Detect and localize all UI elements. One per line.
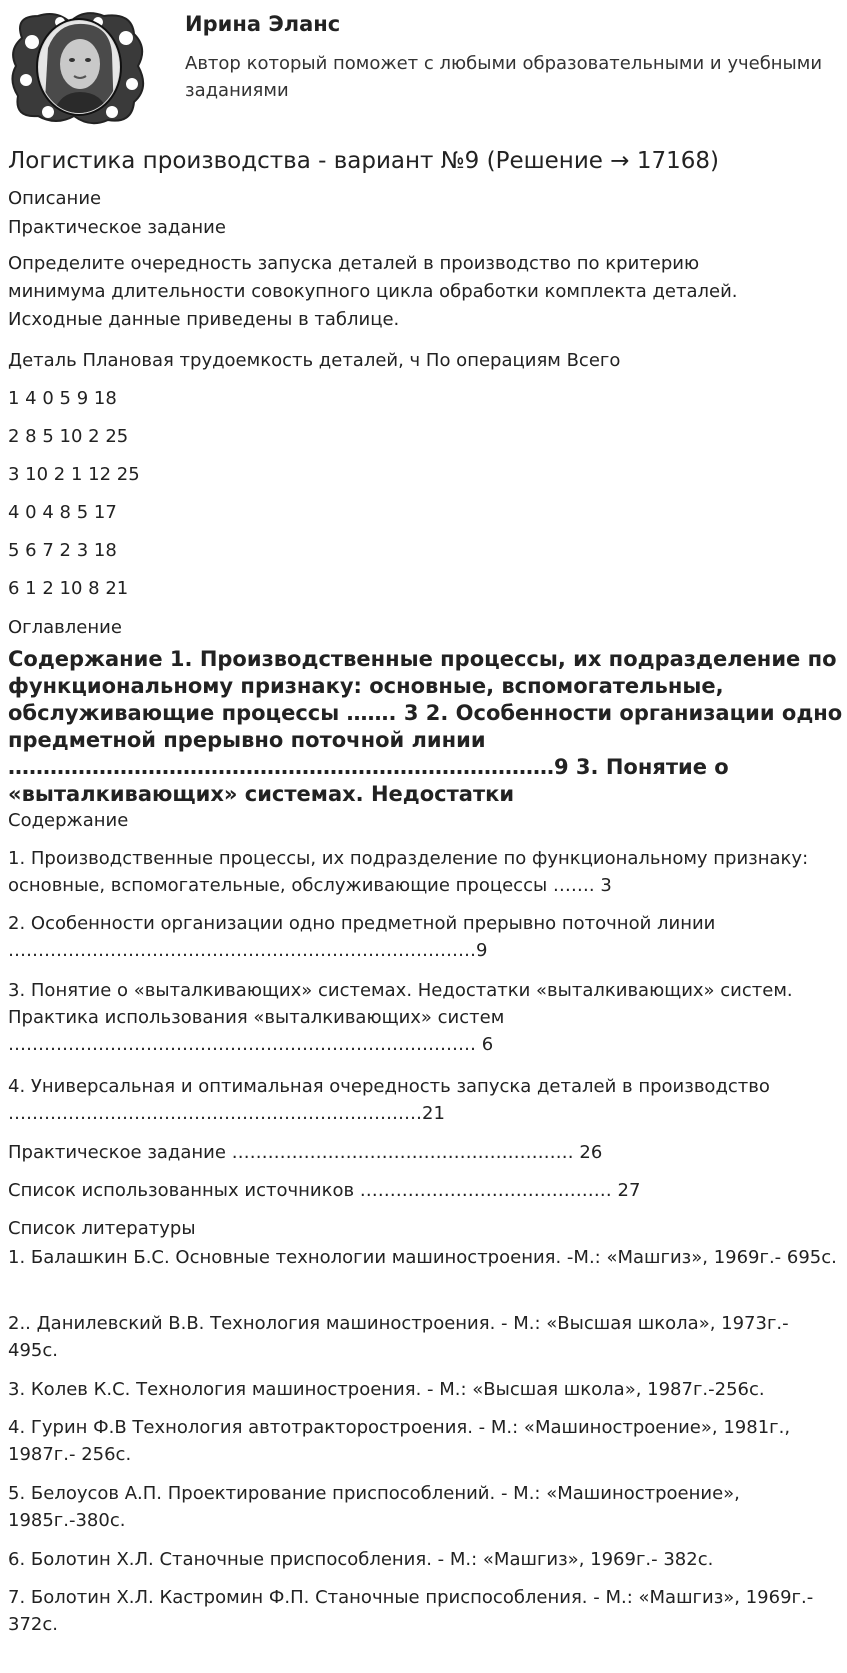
description-label: Описание	[8, 188, 102, 209]
table-header: Деталь Плановая трудоемкость деталей, ч По операциям Всего	[8, 350, 621, 371]
table-row: 1 4 0 5 9 18	[8, 388, 117, 409]
literature-label: Список литературы	[8, 1218, 196, 1239]
contents-item: 4. Универсальная и оптимальная очередность запуска деталей в производство ……………………………………………………………21	[8, 1076, 770, 1124]
toc-summary: Содержание 1. Производственные процессы, их подразделение по функциональному признаку: основные, вспомогательные, обслуживающие процессы ……. 3 2. Особенности организации одно предметной прерывно поточной линии ……………………………………………………………………9 3. Понятие о «выталкивающих» системах. Недостатки	[8, 647, 843, 806]
literature-item: 1. Балашкин Б.С. Основные технологии машиностроения. -М.: «Машгиз», 1969г.- 695с.	[8, 1247, 837, 1268]
task-text: Определите очередность запуска деталей в производство по критерию минимума длительности совокупного цикла обработки комплекта деталей. Исходные данные приведены в таблице.	[8, 253, 738, 330]
task-label: Практическое задание	[8, 217, 226, 238]
table-row: 5 6 7 2 3 18	[8, 540, 117, 561]
page-title: Логистика производства - вариант №9 (Решение → 17168)	[8, 148, 719, 174]
contents-label: Содержание	[8, 810, 129, 831]
table-row: 4 0 4 8 5 17	[8, 502, 117, 523]
author-header	[8, 0, 840, 134]
table-row: 3 10 2 1 12 25	[8, 464, 140, 485]
table-row: 6 1 2 10 8 21	[8, 578, 129, 599]
table-row: 2 8 5 10 2 25	[8, 426, 129, 447]
contents-item: 3. Понятие о «выталкивающих» системах. Недостатки «выталкивающих» систем. Практика использования «выталкивающих» систем …………………………………………………………………… 6	[8, 980, 793, 1055]
contents-item: 1. Производственные процессы, их подразделение по функциональному признаку: основные, вспомогательные, обслуживающие процессы ……. 3	[8, 848, 809, 896]
author-avatar	[8, 8, 150, 126]
contents-item: Список использованных источников …………………………………… 27	[8, 1180, 641, 1201]
author-description: Автор который поможет с любыми образовательными и учебными заданиями	[185, 53, 823, 101]
literature-item: 2.. Данилевский В.В. Технология машиностроения. - М.: «Высшая школа», 1973г.- 495с.	[8, 1313, 789, 1361]
toc-label: Оглавление	[8, 617, 122, 638]
contents-item: Практическое задание ………………………………………………… 26	[8, 1142, 603, 1163]
literature-item: 3. Колев К.С. Технология машиностроения. - М.: «Высшая школа», 1987г.-256с.	[8, 1379, 765, 1400]
author-name: Ирина Эланс	[185, 12, 341, 36]
literature-item: 4. Гурин Ф.В Технология автотракторостроения. - М.: «Машиностроение», 1981г., 1987г.- 256с.	[8, 1417, 791, 1465]
document-page	[8, 0, 843, 1635]
literature-item: 6. Болотин Х.Л. Станочные приспособления. - М.: «Машгиз», 1969г.- 382с.	[8, 1549, 714, 1570]
literature-item: 7. Болотин Х.Л. Кастромин Ф.П. Станочные приспособления. - М.: «Машгиз», 1969г.- 372с.	[8, 1587, 814, 1635]
literature-item: 5. Белоусов А.П. Проектирование приспособлений. - М.: «Машиностроение», 1985г.-380с.	[8, 1483, 740, 1531]
contents-item: 2. Особенности организации одно предметной прерывно поточной линии ……………………………………………………………………9	[8, 913, 716, 961]
